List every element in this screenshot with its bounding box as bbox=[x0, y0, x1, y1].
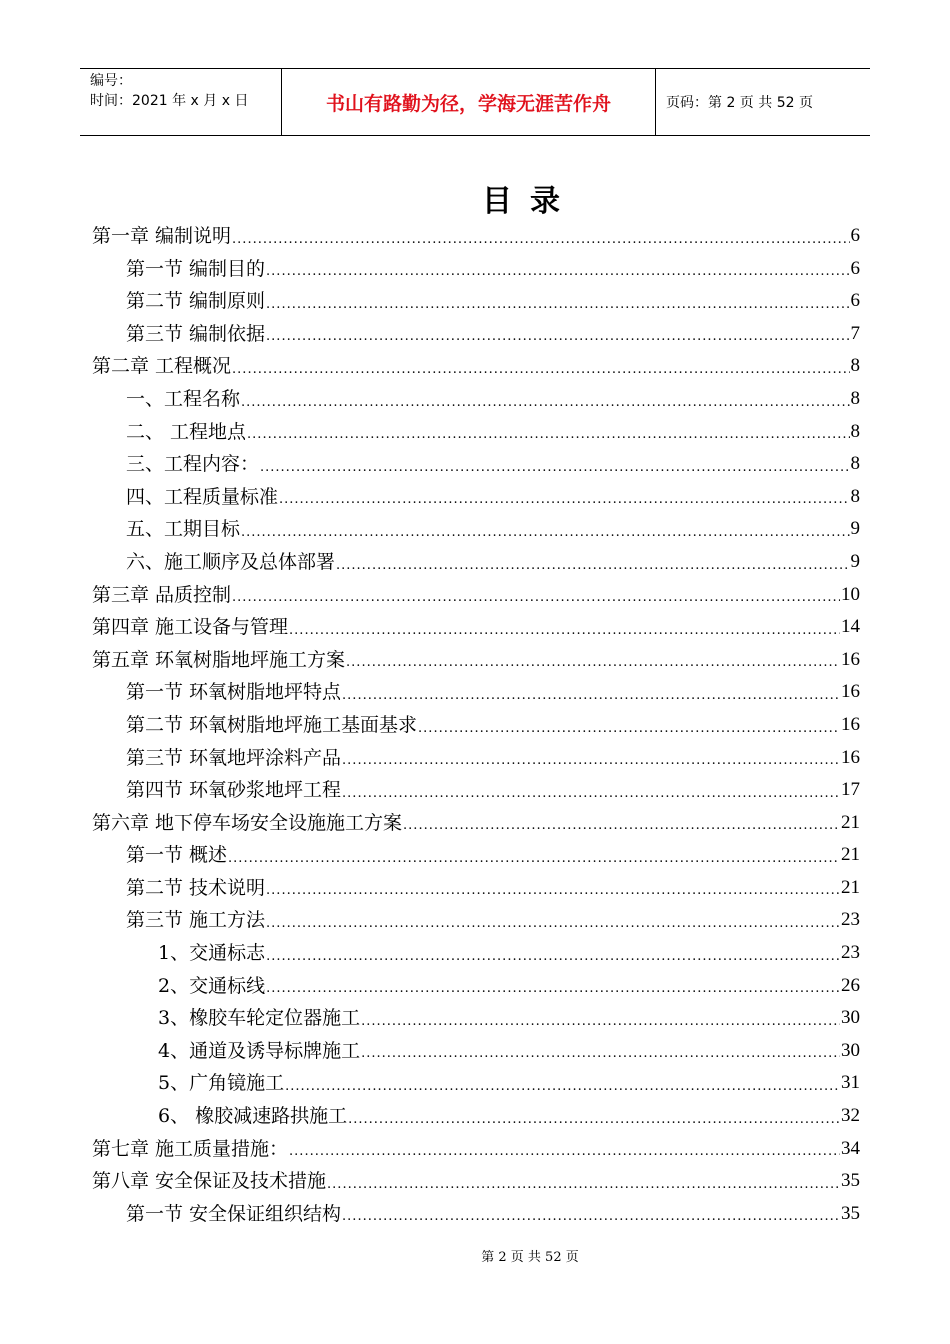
toc-entry-label: 第五章 环氧树脂地坪施工方案 bbox=[92, 648, 346, 671]
document-number-label: 编号： bbox=[90, 73, 132, 89]
toc-leader-dots bbox=[232, 357, 849, 383]
toc-entry-label: 六、施工顺序及总体部署 bbox=[126, 550, 336, 573]
toc-leader-dots bbox=[266, 944, 840, 970]
toc-leader-dots bbox=[228, 846, 840, 872]
toc-leader-dots bbox=[266, 324, 849, 350]
toc-entry[interactable] bbox=[92, 1100, 860, 1133]
toc-entry-page: 6 bbox=[850, 257, 860, 279]
toc-entry-page: 8 bbox=[850, 420, 860, 442]
toc-entry-page: 9 bbox=[850, 518, 860, 540]
toc-entry[interactable] bbox=[92, 644, 860, 677]
toc-entry-page: 35 bbox=[841, 1170, 860, 1192]
toc-entry-page: 6 bbox=[850, 225, 860, 246]
toc-entry-label: 一、工程名称 bbox=[126, 387, 241, 410]
toc-entry-label: 第四章 施工设备与管理 bbox=[92, 616, 289, 639]
toc-entry-label: 第一节 概述 bbox=[126, 844, 228, 867]
toc-entry-label: 二、 工程地点 bbox=[126, 420, 247, 443]
toc-entry-page: 23 bbox=[841, 942, 860, 964]
table-of-contents bbox=[92, 220, 860, 1230]
toc-entry-label: 3、橡胶车轮定位器施工 bbox=[158, 1007, 361, 1030]
page-title: 目录 bbox=[482, 184, 578, 219]
toc-entry-label: 第八章 安全保证及技术措施 bbox=[92, 1170, 327, 1193]
toc-entry-label: 6、 橡胶减速路拱施工 bbox=[158, 1105, 348, 1128]
toc-entry[interactable] bbox=[92, 1198, 860, 1231]
toc-entry-page: 9 bbox=[850, 550, 860, 572]
toc-entry-page: 16 bbox=[841, 746, 860, 768]
toc-entry-page: 26 bbox=[841, 974, 860, 996]
toc-leader-dots bbox=[247, 422, 849, 448]
toc-entry-label: 五、工期目标 bbox=[126, 518, 241, 541]
toc-entry[interactable] bbox=[92, 709, 860, 742]
toc-entry[interactable] bbox=[92, 253, 860, 286]
toc-entry-label: 2、交通标线 bbox=[158, 974, 266, 997]
toc-entry[interactable] bbox=[92, 1067, 860, 1100]
toc-leader-dots bbox=[403, 813, 840, 839]
toc-entry-label: 1、交通标志 bbox=[158, 942, 266, 965]
toc-entry[interactable] bbox=[92, 513, 860, 546]
toc-entry-label: 第四节 环氧砂浆地坪工程 bbox=[126, 779, 342, 802]
toc-entry[interactable] bbox=[92, 937, 860, 970]
toc-entry-page: 8 bbox=[850, 485, 860, 507]
toc-entry-page: 10 bbox=[841, 583, 860, 605]
toc-leader-dots bbox=[361, 1009, 840, 1035]
toc-leader-dots bbox=[266, 911, 840, 937]
toc-entry[interactable] bbox=[92, 839, 860, 872]
toc-leader-dots bbox=[232, 585, 840, 611]
toc-leader-dots bbox=[266, 259, 849, 285]
toc-leader-dots bbox=[260, 455, 849, 481]
toc-entry-label: 第二节 技术说明 bbox=[126, 876, 266, 899]
toc-entry-label: 5、广角镜施工 bbox=[158, 1072, 285, 1095]
toc-leader-dots bbox=[342, 781, 840, 807]
toc-entry[interactable] bbox=[92, 1165, 860, 1198]
toc-leader-dots bbox=[418, 716, 840, 742]
toc-entry[interactable] bbox=[92, 611, 860, 644]
toc-entry-page: 21 bbox=[841, 811, 860, 833]
toc-entry[interactable] bbox=[92, 546, 860, 579]
toc-entry-label: 第一章 编制说明 bbox=[92, 225, 232, 247]
toc-entry-page: 21 bbox=[841, 876, 860, 898]
toc-entry-label: 第二节 编制原则 bbox=[126, 290, 266, 313]
toc-entry-label: 4、通道及诱导标牌施工 bbox=[158, 1039, 361, 1062]
toc-entry-page: 6 bbox=[850, 290, 860, 312]
toc-entry-label: 第六章 地下停车场安全设施施工方案 bbox=[92, 811, 403, 834]
toc-entry-label: 第一节 编制目的 bbox=[126, 257, 266, 280]
header-meta bbox=[80, 69, 282, 135]
toc-entry[interactable] bbox=[92, 220, 860, 253]
toc-leader-dots bbox=[232, 227, 849, 253]
toc-entry-page: 23 bbox=[841, 909, 860, 931]
toc-entry-page: 30 bbox=[841, 1007, 860, 1029]
toc-leader-dots bbox=[241, 520, 849, 546]
toc-entry[interactable] bbox=[92, 872, 860, 905]
toc-entry-page: 8 bbox=[850, 453, 860, 475]
toc-entry[interactable] bbox=[92, 970, 860, 1003]
toc-leader-dots bbox=[289, 1139, 840, 1165]
toc-entry-page: 21 bbox=[841, 844, 860, 866]
toc-leader-dots bbox=[241, 390, 849, 416]
toc-entry[interactable] bbox=[92, 579, 860, 612]
toc-entry-page: 17 bbox=[841, 779, 860, 801]
toc-leader-dots bbox=[342, 1204, 840, 1230]
toc-entry-label: 第二章 工程概况 bbox=[92, 355, 232, 378]
toc-leader-dots bbox=[266, 292, 849, 318]
header-page-info: 页码：第 2 页 共 52 页 bbox=[666, 95, 813, 111]
toc-entry[interactable] bbox=[92, 416, 860, 449]
toc-entry-label: 三、工程内容： bbox=[126, 453, 260, 476]
toc-entry-page: 32 bbox=[841, 1105, 860, 1127]
toc-entry-page: 31 bbox=[841, 1072, 860, 1094]
page-header bbox=[80, 68, 870, 136]
toc-entry[interactable] bbox=[92, 904, 860, 937]
toc-entry-label: 第三节 环氧地坪涂料产品 bbox=[126, 746, 342, 769]
header-motto: 书山有路勤为径，学海无涯苦作舟 bbox=[282, 69, 656, 135]
toc-entry[interactable] bbox=[92, 774, 860, 807]
toc-leader-dots bbox=[348, 1107, 840, 1133]
toc-entry[interactable] bbox=[92, 448, 860, 481]
toc-leader-dots bbox=[336, 553, 849, 579]
toc-leader-dots bbox=[346, 650, 840, 676]
toc-entry-label: 第三节 施工方法 bbox=[126, 909, 266, 932]
toc-entry[interactable] bbox=[92, 383, 860, 416]
toc-leader-dots bbox=[289, 618, 840, 644]
toc-entry[interactable] bbox=[92, 481, 860, 514]
toc-leader-dots bbox=[342, 748, 840, 774]
toc-entry-page: 14 bbox=[841, 616, 860, 638]
toc-entry[interactable] bbox=[92, 1035, 860, 1068]
toc-leader-dots bbox=[266, 878, 840, 904]
toc-entry-page: 16 bbox=[841, 681, 860, 703]
toc-entry-page: 16 bbox=[841, 713, 860, 735]
document-date: 时间：2021 年 x 月 x 日 bbox=[90, 93, 249, 109]
toc-entry[interactable] bbox=[92, 742, 860, 775]
toc-entry-page: 30 bbox=[841, 1039, 860, 1061]
toc-entry[interactable] bbox=[92, 807, 860, 840]
toc-entry-page: 7 bbox=[850, 322, 860, 344]
toc-entry-page: 34 bbox=[841, 1137, 860, 1159]
toc-leader-dots bbox=[361, 1041, 840, 1067]
toc-entry-label: 四、工程质量标准 bbox=[126, 485, 279, 508]
toc-entry-label: 第三章 品质控制 bbox=[92, 583, 232, 606]
toc-entry-label: 第一节 安全保证组织结构 bbox=[126, 1202, 342, 1225]
toc-leader-dots bbox=[266, 976, 840, 1002]
toc-entry-label: 第七章 施工质量措施： bbox=[92, 1137, 289, 1160]
toc-entry[interactable] bbox=[92, 1133, 860, 1166]
toc-entry[interactable] bbox=[92, 350, 860, 383]
toc-leader-dots bbox=[342, 683, 840, 709]
toc-entry[interactable] bbox=[92, 318, 860, 351]
toc-entry[interactable] bbox=[92, 285, 860, 318]
toc-entry-page: 16 bbox=[841, 648, 860, 670]
toc-entry-label: 第三节 编制依据 bbox=[126, 322, 266, 345]
toc-entry[interactable] bbox=[92, 676, 860, 709]
toc-entry-label: 第一节 环氧树脂地坪特点 bbox=[126, 681, 342, 704]
toc-entry-label: 第二节 环氧树脂地坪施工基面基求 bbox=[126, 713, 418, 736]
toc-leader-dots bbox=[279, 487, 849, 513]
toc-entry-page: 35 bbox=[841, 1202, 860, 1224]
toc-leader-dots bbox=[327, 1172, 840, 1198]
toc-leader-dots bbox=[285, 1074, 840, 1100]
toc-entry-page: 8 bbox=[850, 387, 860, 409]
toc-entry[interactable] bbox=[92, 1002, 860, 1035]
toc-entry-page: 8 bbox=[850, 355, 860, 377]
page-footer: 第 2 页 共 52 页 bbox=[481, 1250, 579, 1265]
